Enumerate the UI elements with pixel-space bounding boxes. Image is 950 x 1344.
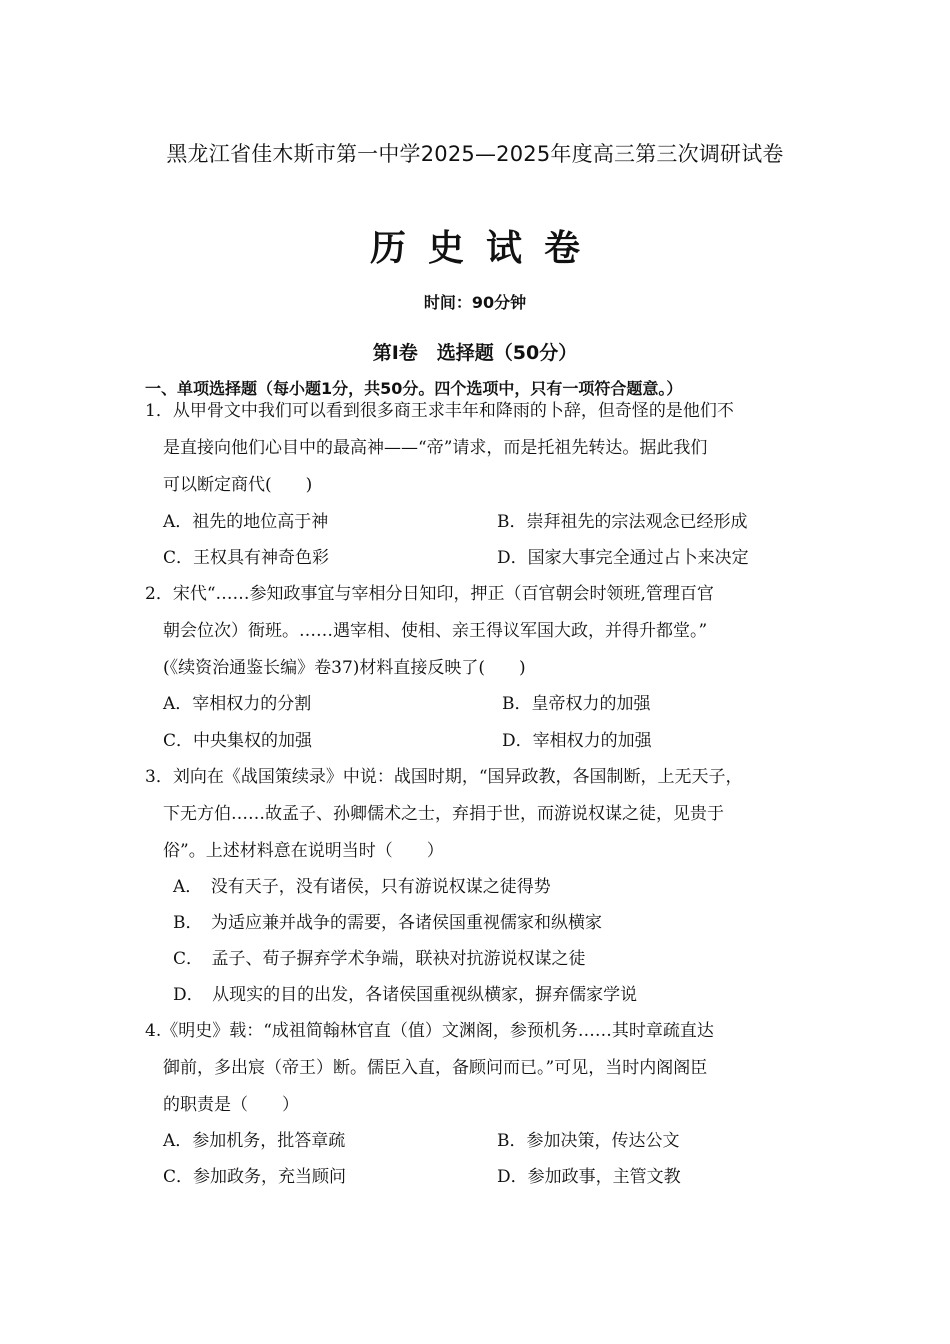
question-stem-line: 1．从甲骨文中我们可以看到很多商王求丰年和降雨的卜辞，但奇怪的是他们不 bbox=[145, 401, 734, 421]
question-stem-line: 朝会位次）衙班。……遇宰相、使相、亲王得议军国大政，并得升都堂。” bbox=[163, 621, 708, 641]
question-stem-line: 俗”。上述材料意在说明当时（ ） bbox=[163, 841, 444, 861]
option-c: C．参加政务，充当顾问 bbox=[163, 1167, 347, 1187]
question-stem-line: 御前，多出宸（帝王）断。儒臣入直，备顾问而已。”可见，当时内阁阁臣 bbox=[163, 1058, 708, 1078]
question-stem-line: 4.《明史》载：“成祖简翰林官直（值）文渊阁，参预机务……其时章疏直达 bbox=[145, 1021, 714, 1041]
option-a: A．参加机务，批答章疏 bbox=[163, 1131, 346, 1151]
question-stem-line: 的职责是（ ） bbox=[163, 1095, 299, 1115]
option-b: B．参加决策，传达公文 bbox=[497, 1131, 680, 1151]
option-b: B．崇拜祖先的宗法观念已经形成 bbox=[497, 512, 748, 532]
option-d: D．宰相权力的加强 bbox=[502, 731, 652, 751]
section-title: 第Ⅰ卷 选择题（50分） bbox=[372, 342, 578, 364]
exam-time: 时间：90分钟 bbox=[423, 293, 527, 312]
option-b: B． 为适应兼并战争的需要，各诸侯国重视儒家和纵横家 bbox=[173, 913, 602, 933]
school-title: 黑龙江省佳木斯市第一中学2025—2025年度高三第三次调研试卷 bbox=[166, 142, 784, 166]
question-stem-line: 可以断定商代( ) bbox=[163, 475, 313, 495]
option-a: A．祖先的地位高于神 bbox=[163, 512, 329, 532]
question-stem-line: 2．宋代“……参知政事宜与宰相分日知印，押正（百官朝会时领班,管理百官 bbox=[145, 584, 714, 604]
question-stem-line: 下无方伯……故孟子、孙卿儒术之士，弃捐于世，而游说权谋之徒，见贵于 bbox=[163, 804, 724, 824]
option-c: C．中央集权的加强 bbox=[163, 731, 313, 751]
option-d: D．参加政事，主管文教 bbox=[497, 1167, 681, 1187]
option-c: C． 孟子、荀子摒弃学术争端，联袂对抗游说权谋之徒 bbox=[173, 949, 586, 969]
option-b: B．皇帝权力的加强 bbox=[502, 694, 651, 714]
option-a: A．宰相权力的分割 bbox=[163, 694, 312, 714]
question-stem-line: (《续资治通鉴长编》卷37)材料直接反映了( ) bbox=[163, 658, 526, 678]
option-d: D． 从现实的目的出发，各诸侯国重视纵横家，摒弃儒家学说 bbox=[173, 985, 638, 1005]
option-a: A． 没有天子，没有诸侯，只有游说权谋之徒得势 bbox=[173, 877, 551, 897]
option-c: C．王权具有神奇色彩 bbox=[163, 548, 330, 568]
exam-title: 历史试卷 bbox=[369, 228, 602, 269]
part-heading: 一、单项选择题（每小题1分，共50分。四个选项中，只有一项符合题意。） bbox=[145, 379, 683, 398]
option-d: D．国家大事完全通过占卜来决定 bbox=[497, 548, 749, 568]
question-stem-line: 3．刘向在《战国策续录》中说：战国时期，“国异政教，各国制断，上无天子， bbox=[145, 767, 743, 787]
question-stem-line: 是直接向他们心目中的最高神——“帝”请求，而是托祖先转达。据此我们 bbox=[163, 438, 708, 458]
